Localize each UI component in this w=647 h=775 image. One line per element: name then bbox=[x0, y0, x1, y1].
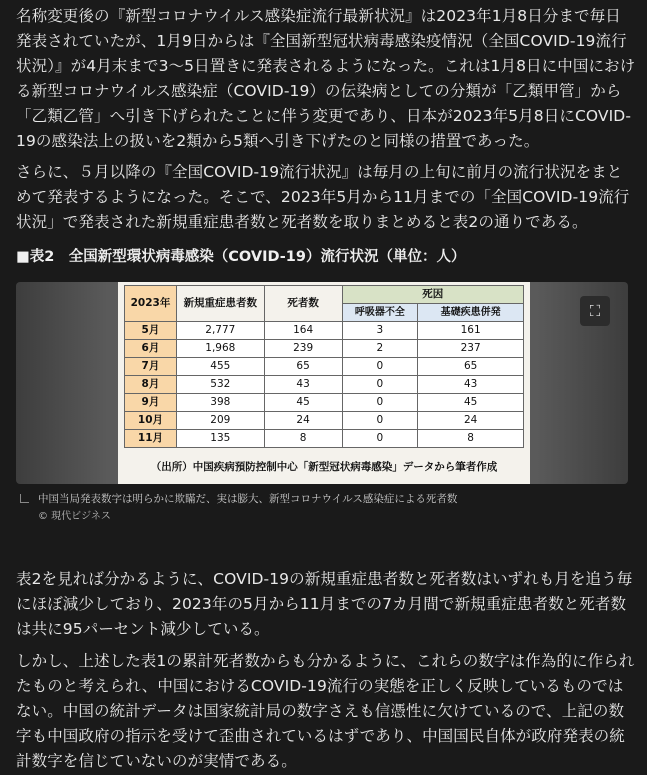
cell-month: 11月 bbox=[125, 430, 177, 448]
cell-month: 7月 bbox=[125, 358, 177, 376]
cell-respiratory: 0 bbox=[342, 430, 418, 448]
header-severe: 新規重症患者数 bbox=[176, 286, 264, 322]
cell-deaths: 45 bbox=[264, 394, 342, 412]
table-row bbox=[125, 358, 524, 376]
cell-underlying: 43 bbox=[418, 376, 524, 394]
table-row bbox=[125, 394, 524, 412]
paragraph-4: しかし、上述した表1の累計死者数からも分かるように、これらの数字は作為的に作られたものと考えられ、中国におけるCOVID-19流行の実態を正しく反映しているものではない。中国の統計データは国家統計局の数字さえも信憑性に欠けているので、上記の数字も中国政府の指示を受けて歪曲されているはずであり、中国国民自体が政府発表の統計数字を信じていないのが実情である。 bbox=[16, 652, 635, 770]
cell-respiratory: 2 bbox=[342, 340, 418, 358]
table-row bbox=[125, 430, 524, 448]
cell-deaths: 8 bbox=[264, 430, 342, 448]
cell-month: 5月 bbox=[125, 322, 177, 340]
cell-respiratory: 0 bbox=[342, 358, 418, 376]
header-cause: 死因 bbox=[342, 286, 523, 304]
table-heading: ■表2 全国新型環状病毒感染（COVID-19）流行状況（単位：人） bbox=[16, 249, 466, 265]
cell-severe: 532 bbox=[176, 376, 264, 394]
cell-month: 6月 bbox=[125, 340, 177, 358]
cell-underlying: 24 bbox=[418, 412, 524, 430]
table-row bbox=[125, 322, 524, 340]
paragraph-1: 名称変更後の『新型コロナウイルス感染症流行最新状況』は2023年1月8日分まで毎日発表されていたが、1月9日からは『全国新型冠状病毒感染疫情況（全国COVID-19流行状況）』が4月末まで3〜5日置きに発表されるようになった。これは1月8日に中国における新型コロナウイルス感染症（COVID-19）の伝染病としての分類が「乙類甲管」から「乙類乙管」へ引き下げられたことに伴う変更であり、日本が2023年5月8日にCOVID-19の感染法上の扱いを2類から5類へ引き下げたのと同様の措置であった。 bbox=[16, 7, 636, 150]
cell-month: 8月 bbox=[125, 376, 177, 394]
cell-respiratory: 0 bbox=[342, 376, 418, 394]
cell-underlying: 45 bbox=[418, 394, 524, 412]
table-image bbox=[118, 282, 530, 484]
cell-deaths: 164 bbox=[264, 322, 342, 340]
paragraph-2: さらに、５月以降の『全国COVID-19流行状況』は毎月の上旬に前月の流行状況をまとめて発表するようになった。そこで、2023年5月から11月までの「全国COVID-19流行状況」で発表された新規重症患者数と死者数を取りまとめると表2の通りである。 bbox=[16, 163, 630, 231]
cell-respiratory: 0 bbox=[342, 412, 418, 430]
cell-month: 10月 bbox=[125, 412, 177, 430]
figure-caption: 中国当局発表数字は明らかに欺瞞だ、実は膨大、新型コロナウイルス感染症による死者数 bbox=[38, 493, 458, 505]
cell-month: 9月 bbox=[125, 394, 177, 412]
table-figure[interactable] bbox=[16, 282, 628, 484]
figure-credit: © 現代ビジネス bbox=[38, 511, 111, 522]
cell-underlying: 237 bbox=[418, 340, 524, 358]
header-respiratory: 呼吸器不全 bbox=[342, 304, 418, 322]
cell-underlying: 161 bbox=[418, 322, 524, 340]
table-row bbox=[125, 376, 524, 394]
table-row bbox=[125, 412, 524, 430]
cell-severe: 455 bbox=[176, 358, 264, 376]
cell-respiratory: 0 bbox=[342, 394, 418, 412]
table-source: （出所）中国疾病預防控制中心「新型冠状病毒感染」データから筆者作成 bbox=[150, 461, 498, 473]
stats-table bbox=[124, 285, 524, 448]
cell-severe: 2,777 bbox=[176, 322, 264, 340]
table-row bbox=[125, 340, 524, 358]
header-deaths: 死者数 bbox=[264, 286, 342, 322]
cell-deaths: 239 bbox=[264, 340, 342, 358]
header-year: 2023年 bbox=[125, 286, 177, 322]
cell-respiratory: 3 bbox=[342, 322, 418, 340]
cell-severe: 135 bbox=[176, 430, 264, 448]
cell-severe: 1,968 bbox=[176, 340, 264, 358]
cell-underlying: 8 bbox=[418, 430, 524, 448]
cell-severe: 398 bbox=[176, 394, 264, 412]
expand-button[interactable] bbox=[580, 296, 610, 326]
caption-corner-icon bbox=[20, 494, 29, 503]
cell-deaths: 24 bbox=[264, 412, 342, 430]
header-underlying: 基礎疾患併発 bbox=[418, 304, 524, 322]
cell-severe: 209 bbox=[176, 412, 264, 430]
cell-deaths: 65 bbox=[264, 358, 342, 376]
expand-icon: ⛶ bbox=[589, 302, 601, 320]
cell-deaths: 43 bbox=[264, 376, 342, 394]
cell-underlying: 65 bbox=[418, 358, 524, 376]
paragraph-3: 表2を見れば分かるように、COVID-19の新規重症患者数と死者数はいずれも月を追う毎にほぼ減少しており、2023年の5月から11月までの7カ月間で新規重症患者数と死者数は共に95パーセント減少している。 bbox=[16, 570, 633, 638]
